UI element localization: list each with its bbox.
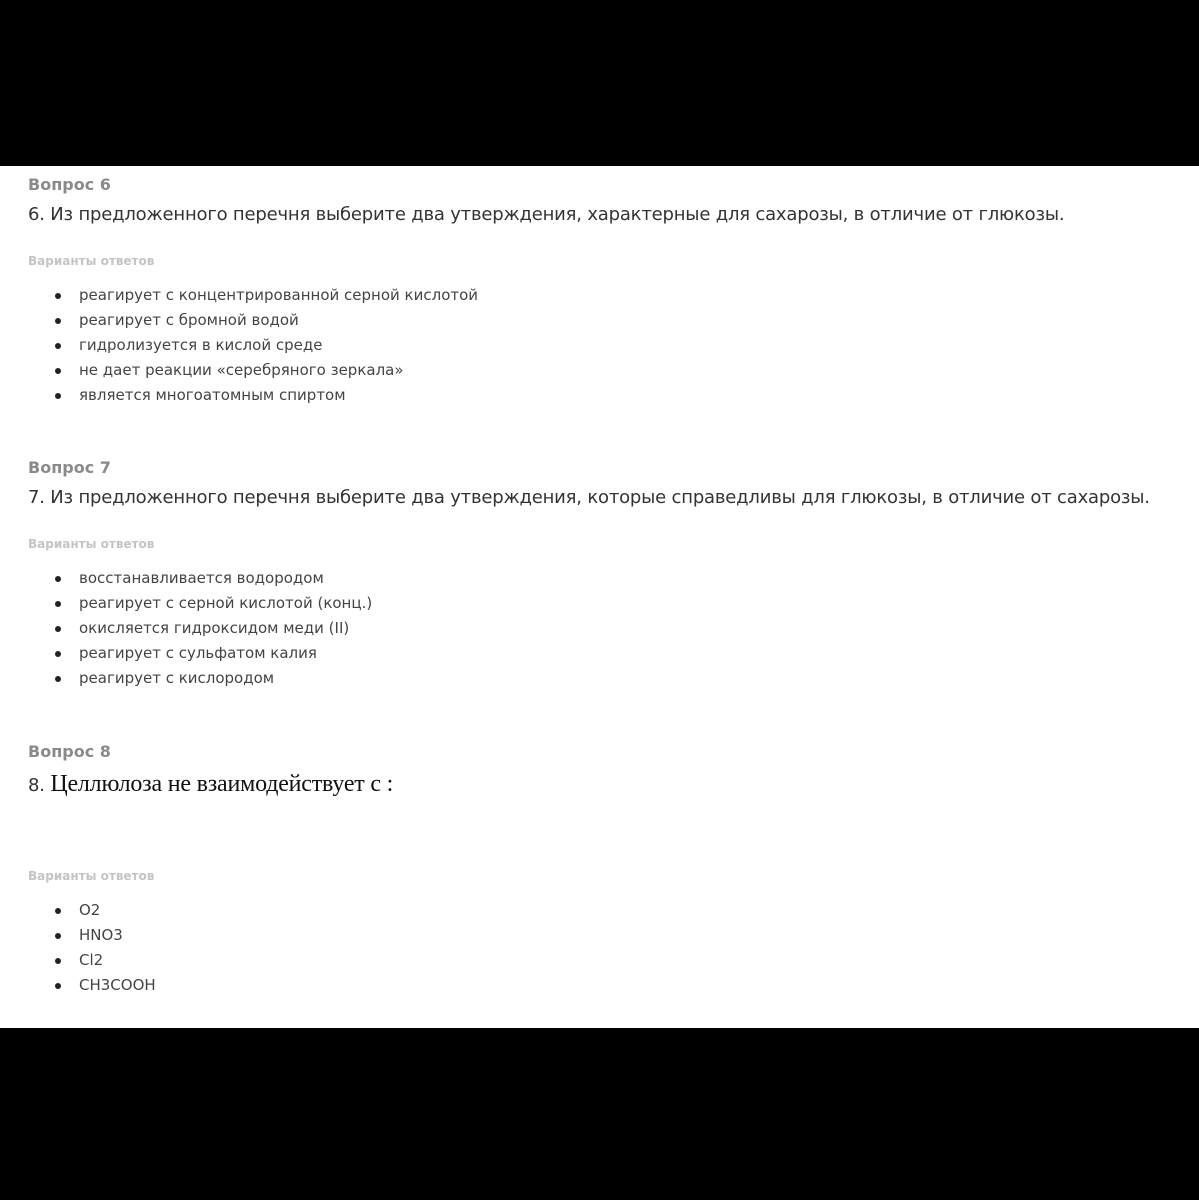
bullet-icon [55,601,61,607]
answer-item [28,923,1188,948]
answer-item [28,616,1188,641]
answer-item [28,948,1188,973]
answer-list [28,283,1188,408]
bullet-icon [55,368,61,374]
answer-text: реагирует с бромной водой [79,311,299,329]
answer-text: гидролизуется в кислой среде [79,336,323,354]
question-8 [28,742,1188,998]
answer-list [28,898,1188,998]
answer-item [28,591,1188,616]
question-text: 7. Из предложенного перечня выберите два утверждения, которые справедливы для глюкозы, в отличие от сахарозы. [28,487,1150,508]
bullet-icon [55,933,61,939]
bullet-icon [55,318,61,324]
quiz-page [0,166,1199,1028]
answer-item [28,358,1188,383]
bullet-icon [55,293,61,299]
answer-list [28,566,1188,691]
bullet-icon [55,676,61,682]
bullet-icon [55,651,61,657]
answer-text: окисляется гидроксидом меди (II) [79,619,350,637]
question-number: 8. [28,775,45,796]
answer-item [28,641,1188,666]
answer-text: реагирует с концентрированной серной кислотой [79,286,479,304]
answer-item [28,973,1188,998]
answers-label: Варианты ответов [28,537,155,551]
bullet-icon [55,576,61,582]
question-text [28,772,1188,798]
answer-item [28,308,1188,333]
answer-item [28,566,1188,591]
answer-item [28,383,1188,408]
answer-text: является многоатомным спиртом [79,386,346,404]
question-6 [28,175,1188,408]
answer-item [28,666,1188,691]
answer-text: HNO3 [79,926,123,944]
answer-text: O2 [79,901,101,919]
answer-text: восстанавливается водородом [79,569,324,587]
answer-text: реагирует с сульфатом калия [79,644,317,662]
answer-text: реагирует с кислородом [79,669,275,687]
answer-text: реагирует с серной кислотой (конц.) [79,594,373,612]
bullet-icon [55,626,61,632]
answer-item [28,898,1188,923]
answer-text: Cl2 [79,951,104,969]
bullet-icon [55,343,61,349]
bullet-icon [55,958,61,964]
answers-label: Варианты ответов [28,254,155,268]
question-text: 6. Из предложенного перечня выберите два утверждения, характерные для сахарозы, в отличие от глюкозы. [28,204,1065,225]
bullet-icon [55,908,61,914]
answer-item [28,333,1188,358]
question-body: Целлюлоза не взаимодействует с : [50,771,394,797]
answer-item [28,283,1188,308]
question-heading: Вопрос 7 [28,458,111,477]
question-7 [28,458,1188,691]
bullet-icon [55,983,61,989]
answer-text: CH3COOH [79,976,156,994]
question-heading: Вопрос 8 [28,742,111,761]
answer-text: не дает реакции «серебряного зеркала» [79,361,404,379]
question-heading: Вопрос 6 [28,175,111,194]
answers-label: Варианты ответов [28,869,155,883]
bullet-icon [55,393,61,399]
